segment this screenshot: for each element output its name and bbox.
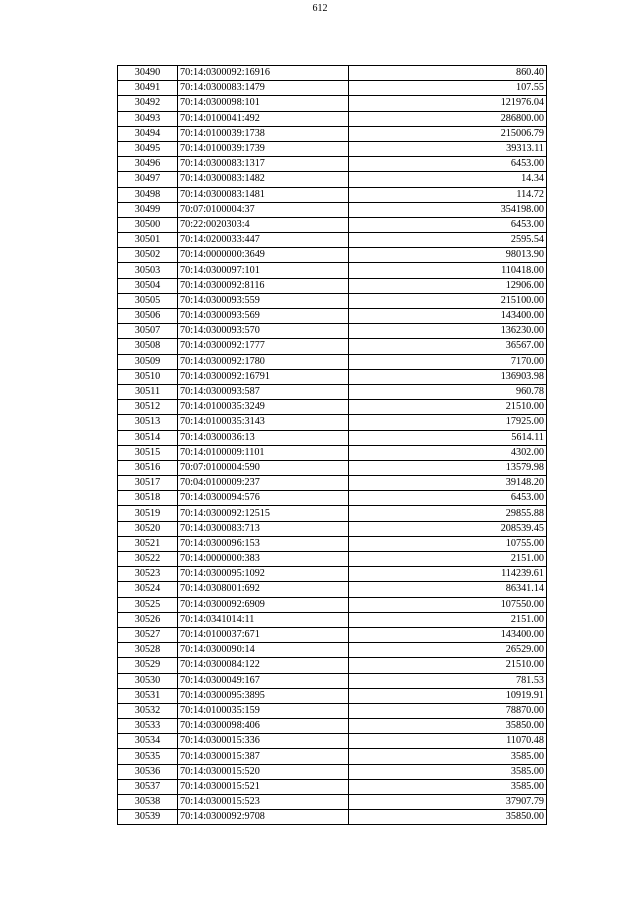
cadastral-number-cell: 70:14:0100039:1739	[178, 141, 349, 156]
cadastral-number-cell: 70:14:0100009:1101	[178, 445, 349, 460]
table-row	[118, 627, 547, 642]
value-cell: 14.34	[349, 172, 547, 187]
table-row	[118, 141, 547, 156]
table-row	[118, 521, 547, 536]
table-row	[118, 354, 547, 369]
value-cell: 6453.00	[349, 157, 547, 172]
row-number-cell: 30513	[118, 415, 178, 430]
table-row	[118, 157, 547, 172]
value-cell: 17925.00	[349, 415, 547, 430]
cadastral-number-cell: 70:14:0300036:13	[178, 430, 349, 445]
cadastral-number-cell: 70:14:0300084:122	[178, 658, 349, 673]
table-row	[118, 384, 547, 399]
cadastral-number-cell: 70:14:0300083:1479	[178, 81, 349, 96]
cadastral-number-cell: 70:14:0300083:713	[178, 521, 349, 536]
table-row	[118, 734, 547, 749]
row-number-cell: 30519	[118, 506, 178, 521]
cadastral-number-cell: 70:14:0300015:336	[178, 734, 349, 749]
cadastral-number-cell: 70:14:0300015:523	[178, 795, 349, 810]
row-number-cell: 30536	[118, 764, 178, 779]
table-row	[118, 263, 547, 278]
table-row	[118, 126, 547, 141]
value-cell: 11070.48	[349, 734, 547, 749]
cadastral-number-cell: 70:14:0300049:167	[178, 673, 349, 688]
row-number-cell: 30512	[118, 400, 178, 415]
cadastral-number-cell: 70:14:0100035:159	[178, 703, 349, 718]
cadastral-number-cell: 70:14:0300090:14	[178, 643, 349, 658]
table-row	[118, 217, 547, 232]
table-row	[118, 96, 547, 111]
cadastral-number-cell: 70:14:0300095:3895	[178, 688, 349, 703]
row-number-cell: 30497	[118, 172, 178, 187]
cadastral-number-cell: 70:14:0300092:16916	[178, 66, 349, 81]
cadastral-number-cell: 70:14:0341014:11	[178, 612, 349, 627]
cadastral-number-cell: 70:14:0300015:387	[178, 749, 349, 764]
cadastral-number-cell: 70:14:0300093:569	[178, 309, 349, 324]
cadastral-number-cell: 70:14:0100035:3143	[178, 415, 349, 430]
value-cell: 21510.00	[349, 658, 547, 673]
cadastral-number-cell: 70:07:0100004:37	[178, 202, 349, 217]
row-number-cell: 30517	[118, 476, 178, 491]
table-row	[118, 248, 547, 263]
table-row	[118, 688, 547, 703]
value-cell: 6453.00	[349, 491, 547, 506]
value-cell: 136230.00	[349, 324, 547, 339]
row-number-cell: 30499	[118, 202, 178, 217]
table-row	[118, 369, 547, 384]
cadastral-number-cell: 70:14:0300092:8116	[178, 278, 349, 293]
value-cell: 215006.79	[349, 126, 547, 141]
table-row	[118, 278, 547, 293]
table-row	[118, 460, 547, 475]
cadastral-number-cell: 70:14:0300098:406	[178, 719, 349, 734]
value-cell: 37907.79	[349, 795, 547, 810]
value-cell: 107.55	[349, 81, 547, 96]
row-number-cell: 30498	[118, 187, 178, 202]
value-cell: 3585.00	[349, 764, 547, 779]
row-number-cell: 30520	[118, 521, 178, 536]
table-row	[118, 719, 547, 734]
row-number-cell: 30523	[118, 567, 178, 582]
table-row	[118, 567, 547, 582]
value-cell: 2595.54	[349, 233, 547, 248]
value-cell: 29855.88	[349, 506, 547, 521]
table-row	[118, 66, 547, 81]
table-row	[118, 552, 547, 567]
table-row	[118, 202, 547, 217]
cadastral-number-cell: 70:14:0300097:101	[178, 263, 349, 278]
row-number-cell: 30494	[118, 126, 178, 141]
row-number-cell: 30511	[118, 384, 178, 399]
value-cell: 4302.00	[349, 445, 547, 460]
table-row	[118, 643, 547, 658]
row-number-cell: 30516	[118, 460, 178, 475]
value-cell: 21510.00	[349, 400, 547, 415]
cadastral-value-table	[117, 65, 547, 825]
value-cell: 78870.00	[349, 703, 547, 718]
cadastral-number-cell: 70:14:0300015:521	[178, 779, 349, 794]
value-cell: 354198.00	[349, 202, 547, 217]
row-number-cell: 30527	[118, 627, 178, 642]
table-row	[118, 673, 547, 688]
row-number-cell: 30506	[118, 309, 178, 324]
table-row	[118, 779, 547, 794]
row-number-cell: 30508	[118, 339, 178, 354]
table-row	[118, 658, 547, 673]
table-row	[118, 415, 547, 430]
cadastral-number-cell: 70:14:0100037:671	[178, 627, 349, 642]
cadastral-number-cell: 70:14:0300092:9708	[178, 810, 349, 825]
cadastral-number-cell: 70:14:0100035:3249	[178, 400, 349, 415]
table-row	[118, 582, 547, 597]
table-row	[118, 233, 547, 248]
cadastral-number-cell: 70:14:0300092:16791	[178, 369, 349, 384]
table-row	[118, 612, 547, 627]
table-row	[118, 187, 547, 202]
value-cell: 3585.00	[349, 749, 547, 764]
cadastral-number-cell: 70:14:0300092:1780	[178, 354, 349, 369]
value-cell: 114.72	[349, 187, 547, 202]
row-number-cell: 30491	[118, 81, 178, 96]
table-row	[118, 293, 547, 308]
value-cell: 781.53	[349, 673, 547, 688]
row-number-cell: 30509	[118, 354, 178, 369]
row-number-cell: 30515	[118, 445, 178, 460]
row-number-cell: 30501	[118, 233, 178, 248]
table-row	[118, 339, 547, 354]
row-number-cell: 30533	[118, 719, 178, 734]
row-number-cell: 30493	[118, 111, 178, 126]
value-cell: 36567.00	[349, 339, 547, 354]
value-cell: 35850.00	[349, 810, 547, 825]
cadastral-number-cell: 70:14:0300093:559	[178, 293, 349, 308]
cadastral-number-cell: 70:14:0300095:1092	[178, 567, 349, 582]
row-number-cell: 30539	[118, 810, 178, 825]
table-row	[118, 172, 547, 187]
row-number-cell: 30518	[118, 491, 178, 506]
value-cell: 12906.00	[349, 278, 547, 293]
page-number: 612	[312, 3, 328, 14]
table-row	[118, 810, 547, 825]
table-row	[118, 749, 547, 764]
row-number-cell: 30530	[118, 673, 178, 688]
table-row	[118, 400, 547, 415]
cadastral-number-cell: 70:14:0300093:570	[178, 324, 349, 339]
row-number-cell: 30503	[118, 263, 178, 278]
value-cell: 136903.98	[349, 369, 547, 384]
table-row	[118, 491, 547, 506]
row-number-cell: 30507	[118, 324, 178, 339]
value-cell: 5614.11	[349, 430, 547, 445]
cadastral-number-cell: 70:14:0300096:153	[178, 536, 349, 551]
table-row	[118, 445, 547, 460]
cadastral-number-cell: 70:14:0300093:587	[178, 384, 349, 399]
table-row	[118, 476, 547, 491]
cadastral-number-cell: 70:14:0300083:1317	[178, 157, 349, 172]
table-row	[118, 703, 547, 718]
row-number-cell: 30538	[118, 795, 178, 810]
row-number-cell: 30535	[118, 749, 178, 764]
row-number-cell: 30522	[118, 552, 178, 567]
value-cell: 35850.00	[349, 719, 547, 734]
value-cell: 110418.00	[349, 263, 547, 278]
table-body	[118, 66, 547, 825]
cadastral-number-cell: 70:14:0100041:492	[178, 111, 349, 126]
row-number-cell: 30496	[118, 157, 178, 172]
value-cell: 39313.11	[349, 141, 547, 156]
value-cell: 10919.91	[349, 688, 547, 703]
row-number-cell: 30492	[118, 96, 178, 111]
row-number-cell: 30525	[118, 597, 178, 612]
value-cell: 3585.00	[349, 779, 547, 794]
value-cell: 860.40	[349, 66, 547, 81]
value-cell: 98013.90	[349, 248, 547, 263]
table-row	[118, 111, 547, 126]
row-number-cell: 30531	[118, 688, 178, 703]
value-cell: 143400.00	[349, 627, 547, 642]
value-cell: 39148.20	[349, 476, 547, 491]
row-number-cell: 30505	[118, 293, 178, 308]
value-cell: 143400.00	[349, 309, 547, 324]
cadastral-number-cell: 70:14:0300094:576	[178, 491, 349, 506]
row-number-cell: 30495	[118, 141, 178, 156]
table-row	[118, 795, 547, 810]
row-number-cell: 30521	[118, 536, 178, 551]
cadastral-number-cell: 70:14:0100039:1738	[178, 126, 349, 141]
value-cell: 13579.98	[349, 460, 547, 475]
table-row	[118, 764, 547, 779]
cadastral-number-cell: 70:14:0300083:1481	[178, 187, 349, 202]
row-number-cell: 30510	[118, 369, 178, 384]
table-row	[118, 309, 547, 324]
value-cell: 286800.00	[349, 111, 547, 126]
value-cell: 26529.00	[349, 643, 547, 658]
row-number-cell: 30528	[118, 643, 178, 658]
value-cell: 2151.00	[349, 612, 547, 627]
value-cell: 86341.14	[349, 582, 547, 597]
value-cell: 114239.61	[349, 567, 547, 582]
value-cell: 6453.00	[349, 217, 547, 232]
cadastral-number-cell: 70:14:0000000:3649	[178, 248, 349, 263]
row-number-cell: 30502	[118, 248, 178, 263]
table-row	[118, 81, 547, 96]
row-number-cell: 30490	[118, 66, 178, 81]
row-number-cell: 30514	[118, 430, 178, 445]
table-row	[118, 324, 547, 339]
cadastral-number-cell: 70:14:0300092:1777	[178, 339, 349, 354]
value-cell: 121976.04	[349, 96, 547, 111]
table-row	[118, 597, 547, 612]
value-cell: 215100.00	[349, 293, 547, 308]
row-number-cell: 30529	[118, 658, 178, 673]
row-number-cell: 30500	[118, 217, 178, 232]
value-cell: 208539.45	[349, 521, 547, 536]
cadastral-number-cell: 70:14:0300092:6909	[178, 597, 349, 612]
row-number-cell: 30537	[118, 779, 178, 794]
table-row	[118, 536, 547, 551]
table-row	[118, 506, 547, 521]
cadastral-number-cell: 70:14:0300092:12515	[178, 506, 349, 521]
row-number-cell: 30526	[118, 612, 178, 627]
cadastral-number-cell: 70:07:0100004:590	[178, 460, 349, 475]
cadastral-number-cell: 70:14:0308001:692	[178, 582, 349, 597]
row-number-cell: 30524	[118, 582, 178, 597]
cadastral-number-cell: 70:14:0300083:1482	[178, 172, 349, 187]
cadastral-number-cell: 70:14:0200033:447	[178, 233, 349, 248]
value-cell: 10755.00	[349, 536, 547, 551]
cadastral-number-cell: 70:14:0000000:383	[178, 552, 349, 567]
table-row	[118, 430, 547, 445]
cadastral-number-cell: 70:22:0020303:4	[178, 217, 349, 232]
value-cell: 107550.00	[349, 597, 547, 612]
cadastral-number-cell: 70:04:0100009:237	[178, 476, 349, 491]
cadastral-number-cell: 70:14:0300098:101	[178, 96, 349, 111]
value-cell: 2151.00	[349, 552, 547, 567]
row-number-cell: 30504	[118, 278, 178, 293]
value-cell: 960.78	[349, 384, 547, 399]
cadastral-number-cell: 70:14:0300015:520	[178, 764, 349, 779]
row-number-cell: 30532	[118, 703, 178, 718]
row-number-cell: 30534	[118, 734, 178, 749]
value-cell: 7170.00	[349, 354, 547, 369]
